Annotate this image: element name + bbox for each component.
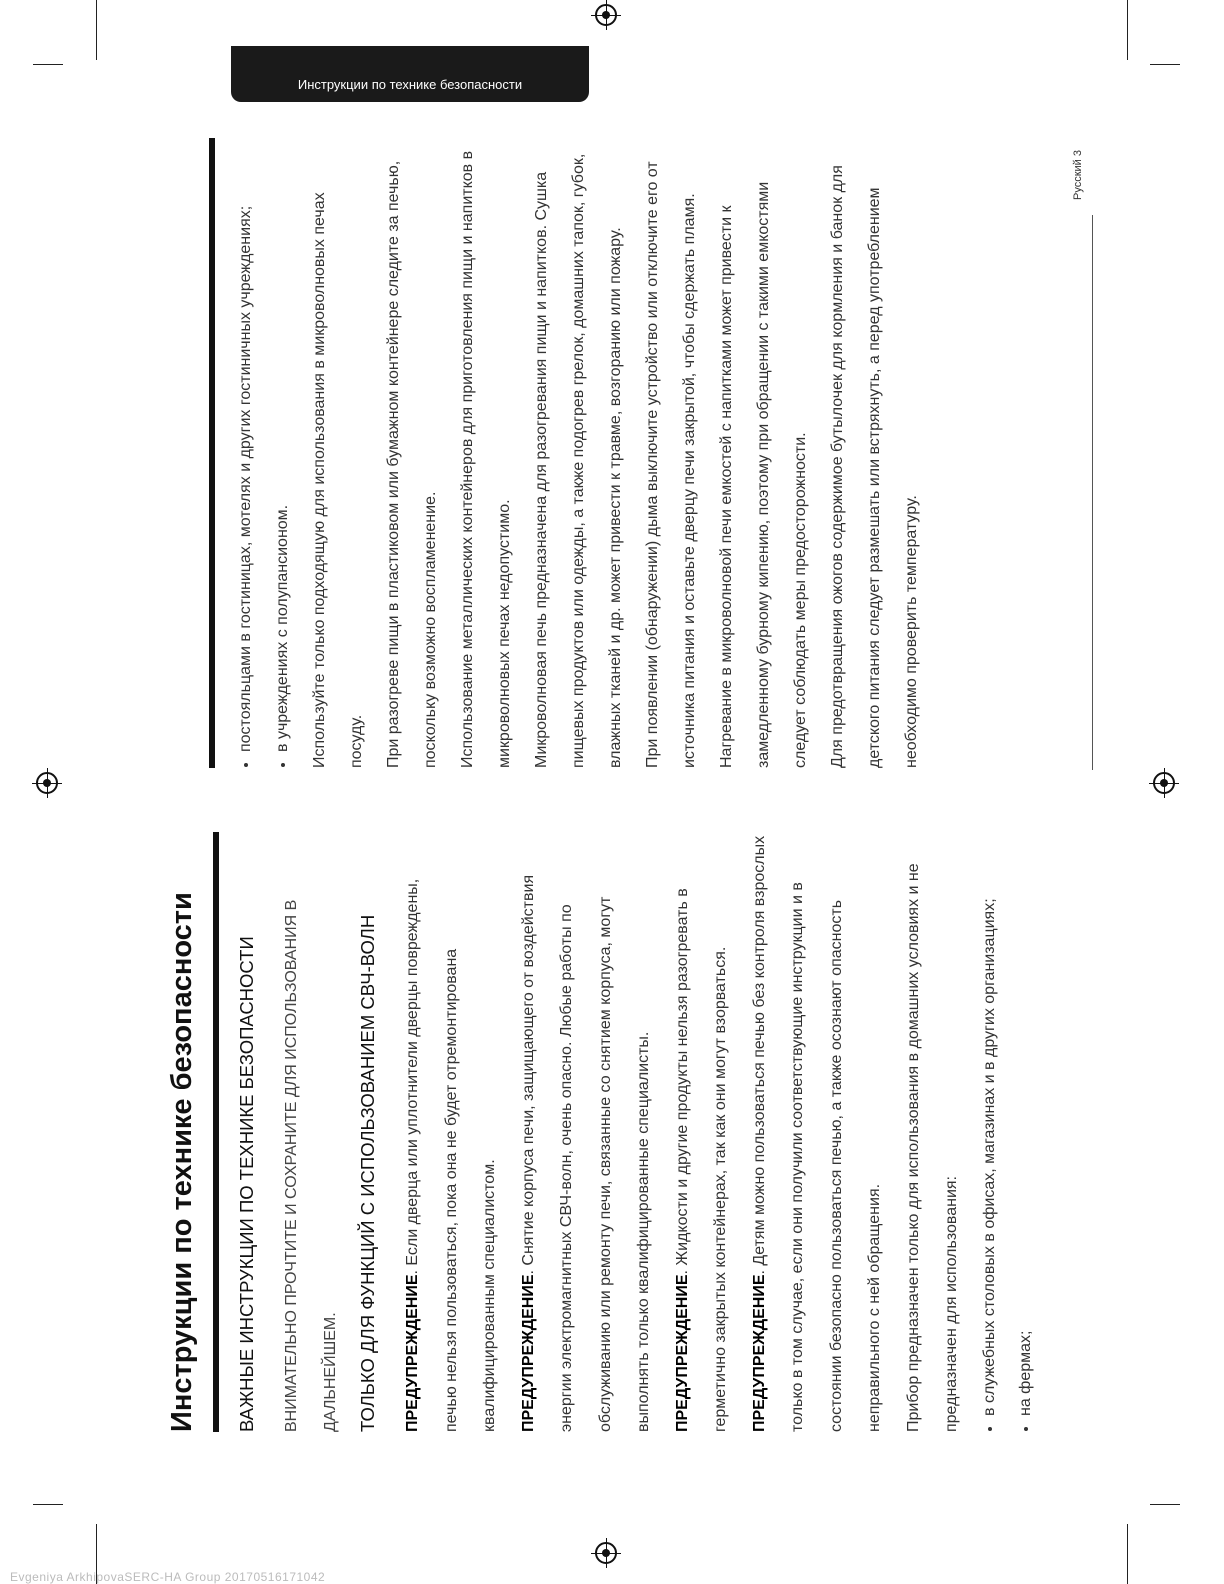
column-divider bbox=[209, 138, 215, 768]
crop-mark bbox=[1150, 64, 1180, 65]
warning-paragraph bbox=[664, 832, 741, 1432]
page-number-label: Русский 3 bbox=[1072, 150, 1084, 200]
registration-mark-icon bbox=[595, 1542, 617, 1564]
safety-paragraph: Используйте только подходящую для использования в микроволновых печах посуду. bbox=[311, 192, 365, 768]
title-divider bbox=[213, 832, 219, 1432]
microwave-heading: ТОЛЬКО ДЛЯ ФУНКЦИЙ С ИСПОЛЬЗОВАНИЕМ СВЧ-ВОЛН bbox=[357, 914, 378, 1432]
section-header-label: Инструкции по технике безопасности bbox=[297, 77, 523, 92]
registration-mark-icon bbox=[595, 4, 617, 26]
usage-intro: Прибор предназначен только для использования в домашних условиях и не предназначен для использования: bbox=[904, 863, 960, 1432]
warning-label: ПРЕДУПРЕЖДЕНИЕ bbox=[404, 1274, 421, 1432]
safety-paragraph: Использование металлических контейнеров для приготовления пищи и напитков в микроволновых печах недопустимо. bbox=[459, 150, 513, 768]
crop-mark bbox=[1127, 0, 1128, 60]
warning-label: ПРЕДУПРЕЖДЕНИЕ bbox=[519, 1274, 537, 1432]
section-header-tab bbox=[231, 46, 589, 102]
crop-mark bbox=[1127, 1524, 1128, 1584]
warning-paragraph bbox=[741, 832, 895, 1432]
crop-mark bbox=[1150, 1504, 1180, 1505]
list-item: • постояльцами в гостиницах, мотелях и других гостиничных учреждениях; bbox=[227, 138, 264, 752]
watermark: Evgeniya ArkhipovaSERC-HA Group 20170516171042 bbox=[10, 1570, 326, 1584]
safety-paragraph: Нагревание в микроволновой печи емкостей с напитками может привести к замедленному бурному кипению, поэтому при обращении с такими емкостями следует соблюдать меры предосторожности. bbox=[718, 181, 809, 768]
registration-mark-icon bbox=[36, 772, 58, 794]
warning-paragraph bbox=[510, 832, 664, 1432]
usage-list bbox=[972, 832, 1044, 1432]
warning-paragraph bbox=[394, 832, 510, 1432]
registration-mark-icon bbox=[1153, 772, 1175, 794]
safety-paragraph: Для предотвращения ожогов содержимое бутылочек для кормления и банок для детского питания следует размешать или встряхнуть, а перед употреблением необходимо проверить температуру. bbox=[829, 165, 920, 768]
warning-text: . Снятие корпуса печи, защищающего от воздействия энергии электромагнитных СВЧ-волн, очень опасно. Любые работы по обслуживанию или ремонту печи, связанные со снятием корпуса, могут выполнять только квалифицированные специалисты. bbox=[519, 874, 652, 1432]
warning-text: . Детям можно пользоваться печью без контроля взрослых только в том случае, если они получили соответствующие инструкции и в состоянии безопасно пользоваться печью, а также осознают опасность неправильного с ней обращения. bbox=[750, 835, 883, 1432]
warning-text: . Жидкости и другие продукты нельзя разогревать в герметично закрытых контейнерах, так как они могут взорваться. bbox=[673, 888, 729, 1432]
warning-label: ПРЕДУПРЕЖДЕНИЕ bbox=[673, 1274, 691, 1432]
page-title: Инструкции по технике безопасности bbox=[166, 892, 198, 1432]
list-item: • в учреждениях с полупансионом. bbox=[264, 138, 301, 752]
safety-paragraph: При появлении (обнаружении) дыма выключите устройство или отключите его от источника питания и оставьте дверцу печи закрытой, чтобы сдержать пламя. bbox=[644, 161, 698, 768]
footer-rule bbox=[1092, 215, 1093, 770]
safety-paragraph: При разогреве пищи в пластиковом или бумажном контейнере следите за печью, поскольку возможно воспламенение. bbox=[385, 160, 439, 768]
list-item: • на фермах; bbox=[1008, 832, 1044, 1416]
list-item: • в служебных столовых в офисах, магазинах и в других организациях; bbox=[972, 832, 1008, 1416]
important-instructions-heading: ВАЖНЫЕ ИНСТРУКЦИИ ПО ТЕХНИКЕ БЕЗОПАСНОСТИ bbox=[236, 936, 257, 1432]
crop-mark bbox=[96, 0, 97, 60]
crop-mark bbox=[33, 1504, 63, 1505]
warning-text: . Если дверца или уплотнители дверцы повреждены, печью нельзя пользоваться, пока она не будет отремонтирована квалифицированным специалистом. bbox=[404, 878, 498, 1432]
usage-list-continued bbox=[227, 138, 301, 768]
warning-label: ПРЕДУПРЕЖДЕНИЕ bbox=[750, 1274, 768, 1432]
read-notice: ВНИМАТЕЛЬНО ПРОЧТИТЕ И СОХРАНИТЕ ДЛЯ ИСПОЛЬЗОВАНИЯ В ДАЛЬНЕЙШЕМ. bbox=[283, 899, 339, 1432]
crop-mark bbox=[33, 64, 63, 65]
safety-paragraph: Микроволновая печь предназначена для разогревания пищи и напитков. Сушка пищевых продуктов или одежды, а также подогрев грелок, домашних тапок, губок, влажных тканей и др. может привести к травме, возгоранию или пожару. bbox=[533, 153, 624, 768]
